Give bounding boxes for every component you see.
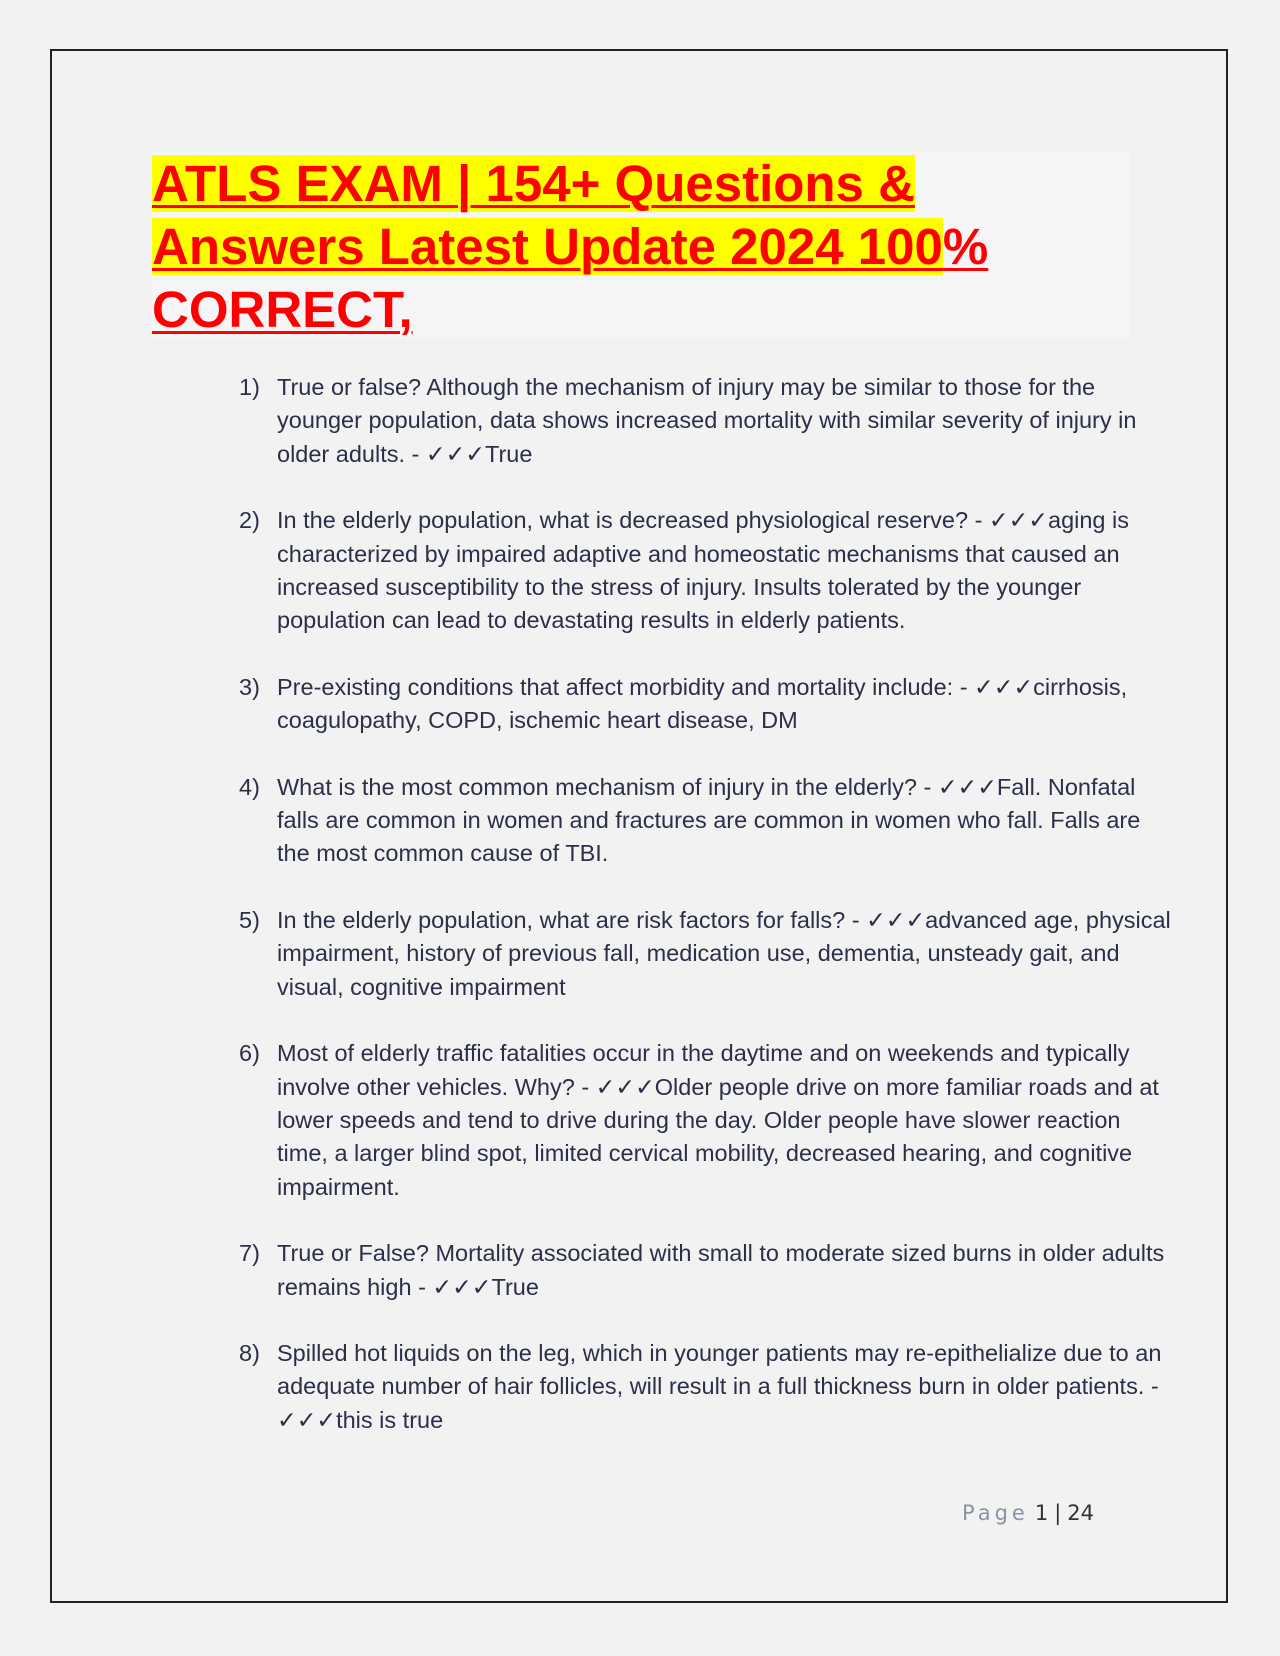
question-text: In the elderly population, what is decreased physiological reserve? - ✓✓✓aging is characterized by impaired adaptive and homeostatic mechanisms that caused an increased susceptibility to the stress of injury. Insults tolerated by the younger population can lead to devastating results in elderly patients. (277, 507, 1130, 634)
page-separator: | (1054, 1501, 1062, 1525)
question-text: Spilled hot liquids on the leg, which in younger patients may re-epithelialize due to an adequate number of hair follicles, will result in a full thickness burn in older patients. - ✓✓✓this is true (277, 1339, 1162, 1433)
question-item (152, 904, 1171, 1004)
question-item (152, 371, 1152, 471)
title-highlighted-text: ATLS EXAM | 154+ Questions & Answers Latest Update 2024 100 (152, 155, 943, 275)
question-text: In the elderly population, what are risk factors for falls? - ✓✓✓advanced age, physical impairment, history of previous fall, medication use, dementia, unsteady gait, and visual, cognitive impairment (277, 906, 1171, 1000)
question-number: 8) (239, 1339, 260, 1366)
question-item (152, 1037, 1159, 1204)
current-page-number: 1 (1034, 1501, 1049, 1525)
document-title (152, 152, 1132, 341)
question-number: 1) (239, 374, 260, 400)
question-number: 2) (239, 507, 260, 534)
total-pages-number: 24 (1067, 1501, 1095, 1525)
page-label: Page (962, 1501, 1029, 1525)
question-item (152, 671, 1152, 738)
title-rest-text: % CORRECT, (152, 218, 989, 338)
question-text: What is the most common mechanism of injury in the elderly? - ✓✓✓Fall. Nonfatal falls are common in women and fractures are common in women who fall. Falls are the most common cause of TBI. (277, 773, 1141, 867)
question-number: 7) (239, 1240, 260, 1267)
page-footer (962, 1501, 1094, 1525)
question-list (152, 371, 1171, 1470)
question-item (152, 504, 1152, 638)
question-number: 6) (239, 1040, 260, 1067)
question-number: 4) (239, 773, 260, 800)
document-page (50, 49, 1228, 1603)
question-number: 3) (239, 673, 260, 700)
question-text: True or false? Although the mechanism of injury may be similar to those for the younger population, data shows increased mortality with similar severity of injury in older adults. - ✓✓✓True (277, 374, 1137, 467)
question-text: Pre-existing conditions that affect morbidity and mortality include: - ✓✓✓cirrhosis, coagulopathy, COPD, ischemic heart disease, DM (277, 673, 1128, 734)
question-item (152, 1337, 1162, 1437)
question-number: 5) (239, 906, 260, 933)
question-text: Most of elderly traffic fatalities occur in the daytime and on weekends and typically involve other vehicles. Why? - ✓✓✓Older people drive on more familiar roads and at lower speeds and tend to drive during the day. Older people have slower reaction time, a larger blind spot, limited cervical mobility, decreased hearing, and cognitive impairment. (277, 1040, 1159, 1200)
question-item (152, 1237, 1165, 1304)
question-item (152, 771, 1152, 871)
question-text: True or False? Mortality associated with small to moderate sized burns in older adults remains high - ✓✓✓True (277, 1240, 1165, 1300)
